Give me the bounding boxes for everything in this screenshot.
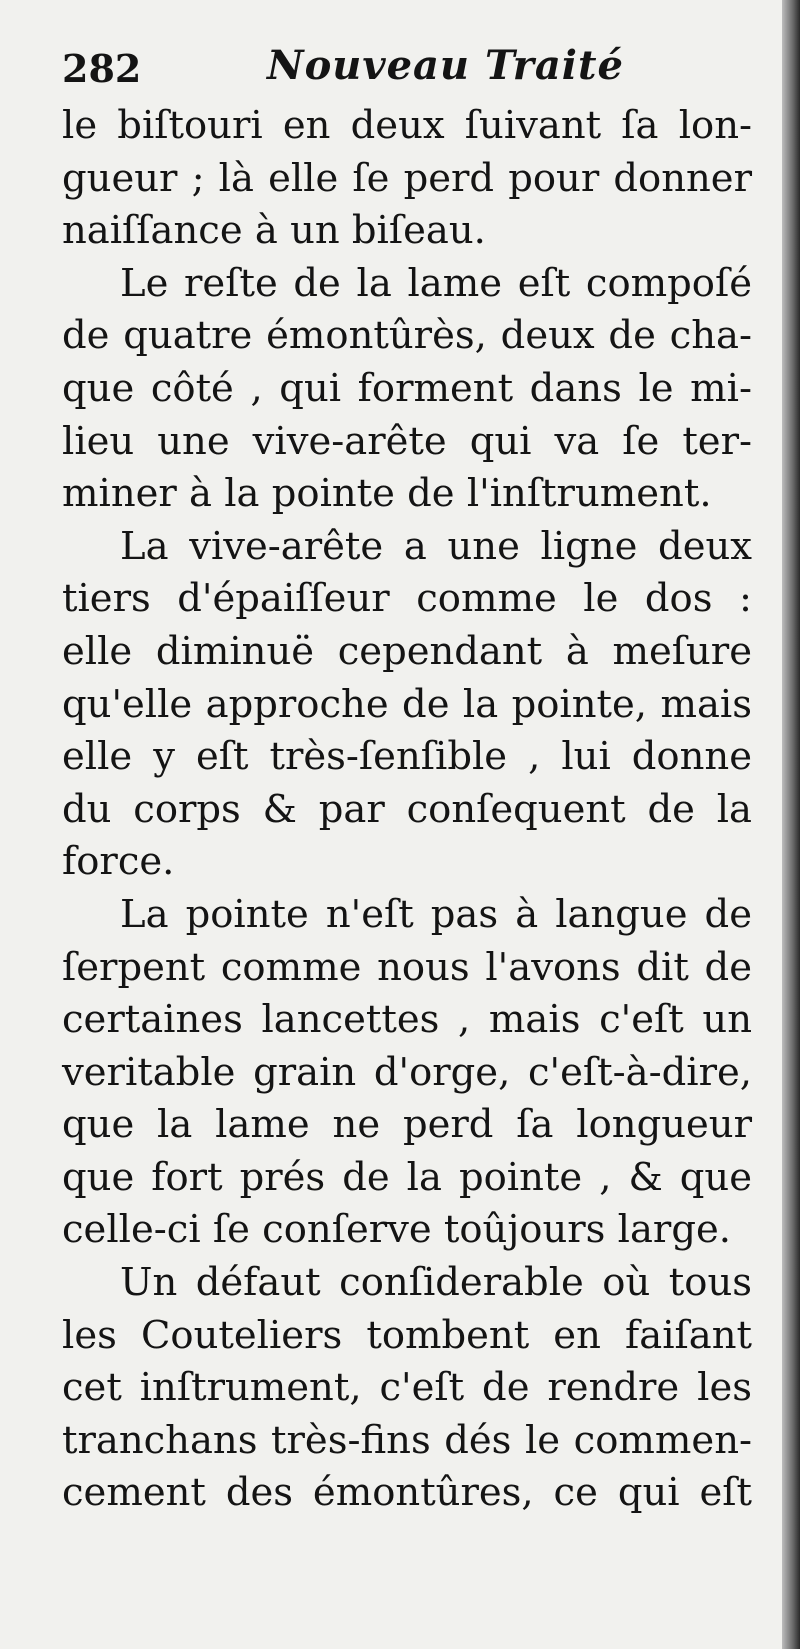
text-line: tranchans très-fins dés le commen- <box>62 1417 752 1463</box>
text-line: qu'elle approche de la pointe, mais <box>62 681 752 727</box>
text-line: lieu une vive-arête qui va ſe ter- <box>62 418 752 464</box>
page-number: 282 <box>62 46 142 91</box>
running-title: Nouveau Traité <box>267 42 624 89</box>
text-line: de quatre émontûrès, deux de cha- <box>62 313 752 359</box>
text-line: que fort prés de la pointe , & que <box>62 1154 752 1200</box>
text-line: cement des émontûres, ce qui eſt <box>62 1470 752 1516</box>
text-line: du corps & par conſequent de la <box>62 786 752 832</box>
text-line: elle y eſt très-ſenſible , lui donne <box>62 734 752 780</box>
text-line: Un défaut conſiderable où tous <box>120 1260 752 1306</box>
text-line: La vive-arête a une ligne deux <box>120 523 752 569</box>
text-line: miner à la pointe de l'inſtrument. <box>62 471 712 517</box>
text-line: elle diminuë cependant à meſure <box>62 628 752 674</box>
text-line: ſerpent comme nous l'avons dit de <box>62 944 752 990</box>
text-line: certaines lancettes , mais c'eſt un <box>62 997 752 1043</box>
text-line: tiers d'épaiſſeur comme le dos : <box>62 576 752 622</box>
text-line: cet inſtrument, c'eſt de rendre les <box>62 1365 752 1411</box>
text-line: gueur ; là elle ſe perd pour donner <box>62 155 752 201</box>
text-line: que la lame ne perd ſa longueur <box>62 1102 752 1148</box>
text-line: veritable grain d'orge, c'eſt-à-dire, <box>62 1049 752 1095</box>
text-line: les Couteliers tombent en faiſant <box>62 1312 752 1358</box>
text-line: celle-ci ſe conſerve toûjours large. <box>62 1207 731 1253</box>
text-line: que côté , qui forment dans le mi- <box>62 365 752 411</box>
text-line: force. <box>62 839 175 885</box>
book-gutter <box>782 0 800 1649</box>
text-line: Le reſte de la lame eſt compoſé <box>120 260 752 306</box>
text-line: le biſtouri en deux ſuivant ſa lon- <box>62 103 752 148</box>
text-line: La pointe n'eſt pas à langue de <box>120 891 752 937</box>
body-text <box>62 100 752 1520</box>
page-header <box>62 36 742 106</box>
text-line: naiſſance à un biſeau. <box>62 208 486 254</box>
